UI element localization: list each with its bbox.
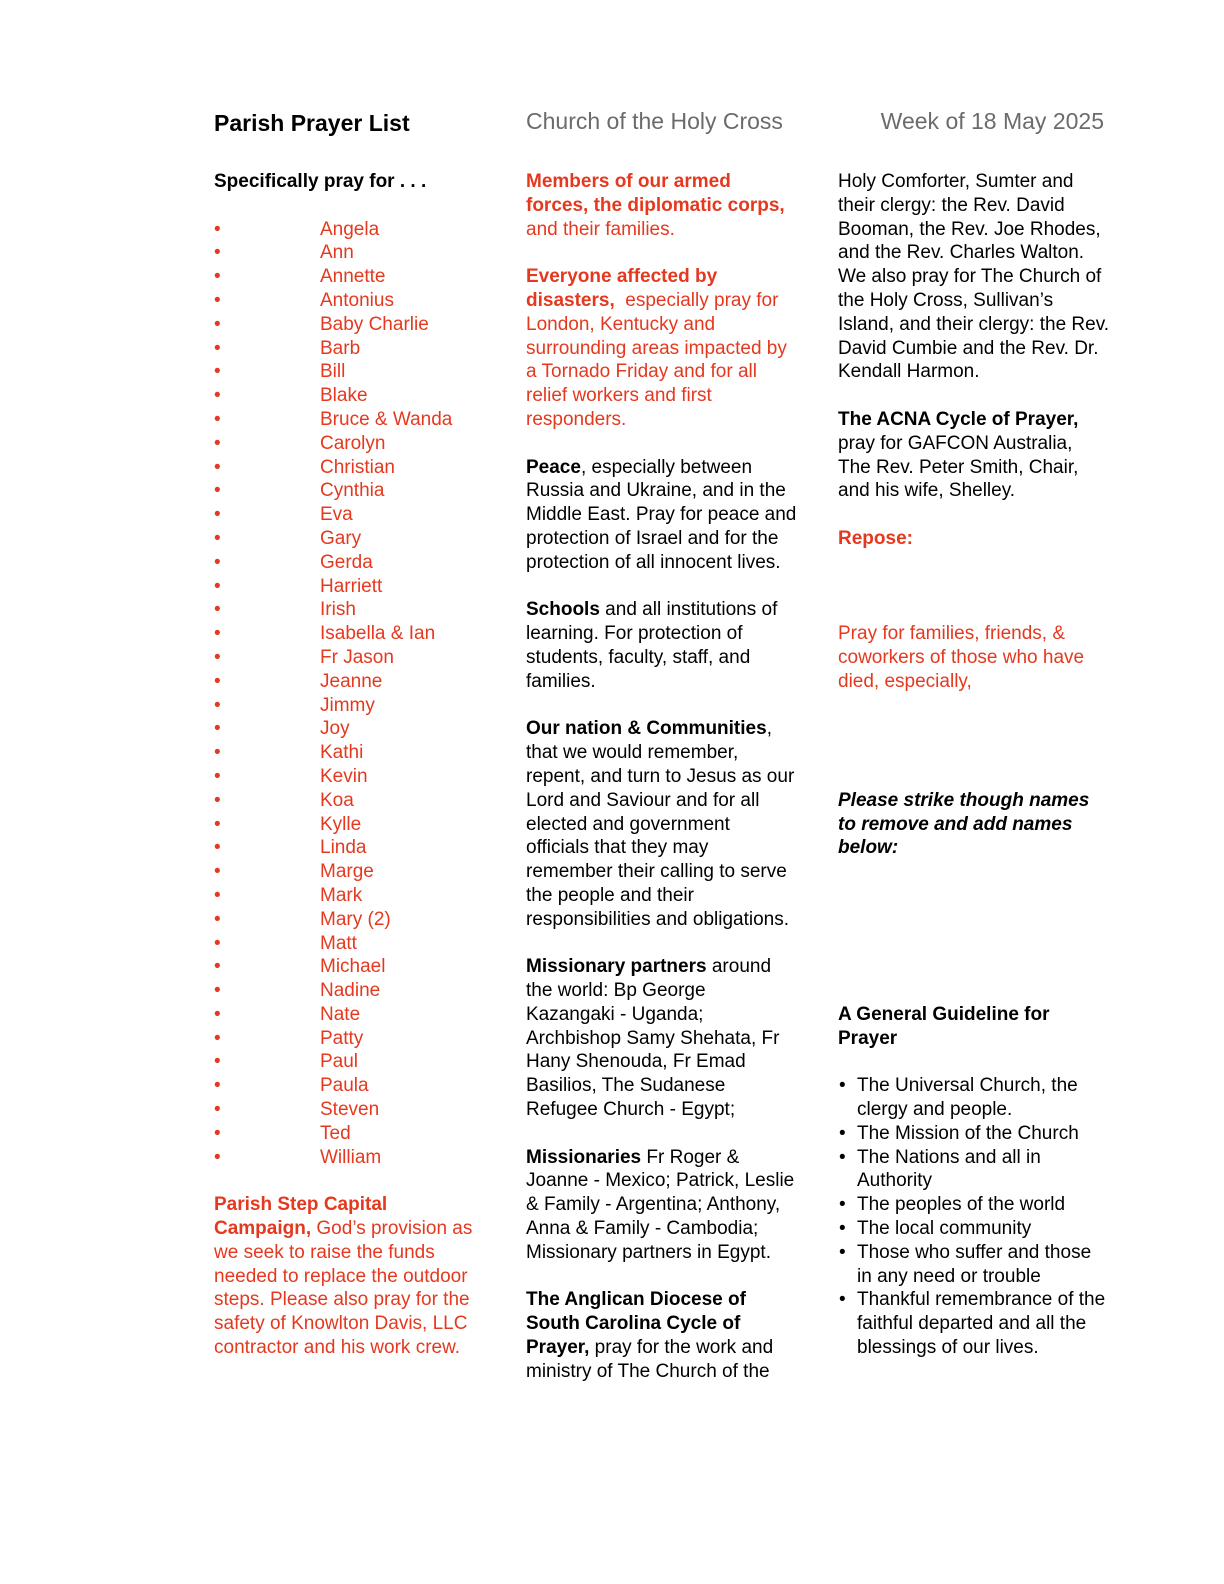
bullet-icon: • <box>214 1122 221 1144</box>
prayer-name: Baby Charlie <box>320 313 429 335</box>
prayer-name-item <box>214 241 489 265</box>
prayer-name: Matt <box>320 932 357 954</box>
bullet-icon: • <box>214 694 221 716</box>
bullet-icon: • <box>214 1099 221 1121</box>
prayer-name-item <box>214 813 489 837</box>
bullet-icon: • <box>214 218 221 240</box>
prayer-name: Fr Jason <box>320 646 394 668</box>
diocese-continued-paragraph: Holy Comforter, Sumter and their clergy: the Rev. David Booman, the Rev. Joe Rhodes, and the Rev. Charles Walton. We also pray for The Church of the Holy Cross, Sullivan’s Island, and their clergy: the Rev. David Cumbie and the Rev. Dr. Kendall Harmon. <box>838 171 1110 383</box>
guideline-list <box>838 1074 1110 1360</box>
prayer-name: Paula <box>320 1075 369 1097</box>
prayer-name: Steven <box>320 1099 380 1121</box>
bullet-icon: • <box>214 504 221 526</box>
guideline-item <box>838 1122 1110 1146</box>
prayer-name-item <box>214 1098 489 1122</box>
prayer-name-item <box>214 932 489 956</box>
capital-campaign-text: God’s provision as we seek to raise the funds needed to replace the outdoor steps. Please also pray for the safety of Knowlton Davis, LLC contractor and his work crew. <box>214 1218 473 1359</box>
prayer-name: Paul <box>320 1051 359 1073</box>
prayer-name: Patty <box>320 1027 364 1049</box>
bullet-icon: • <box>214 527 221 549</box>
guideline-heading: A General Guideline for Prayer <box>838 1003 1050 1049</box>
bullet-icon: • <box>214 575 221 597</box>
prayer-name-item <box>214 979 489 1003</box>
acna-paragraph <box>838 408 1110 503</box>
capital-campaign-heading: Parish Step Capital Campaign, <box>214 1194 388 1240</box>
bullet-icon: • <box>214 480 221 502</box>
prayer-name-item <box>214 551 489 575</box>
guideline-item <box>838 1217 1110 1241</box>
prayer-name: Harriett <box>320 575 383 597</box>
prayer-name-item <box>214 884 489 908</box>
prayer-name: Mark <box>320 884 363 906</box>
missionary-partners-paragraph <box>526 955 798 1122</box>
bullet-icon: • <box>214 385 221 407</box>
prayer-name-item <box>214 741 489 765</box>
bullet-icon: • <box>214 908 221 930</box>
bullet-icon: • <box>839 1122 846 1144</box>
prayer-name-item <box>214 1003 489 1027</box>
bullet-icon: • <box>214 242 221 264</box>
missionary-partners-text: around the world: Bp George Kazangaki - Uganda; Archbishop Samy Shehata, Fr Hany Shenouda, Fr Emad Basilios, The Sudanese Refugee Church - Egypt; <box>526 956 780 1121</box>
bullet-icon: • <box>214 361 221 383</box>
prayer-name: Ann <box>320 242 354 264</box>
prayer-name-item <box>214 456 489 480</box>
armed-forces-paragraph <box>526 170 798 241</box>
strike-instructions: Please strike though names to remove and add names below: <box>838 789 1090 859</box>
prayer-name: Cynthia <box>320 480 385 502</box>
prayer-name: Linda <box>320 837 367 859</box>
acna-text: pray for GAFCON Australia, The Rev. Peter Smith, Chair, and his wife, Shelley. <box>838 432 1079 502</box>
bullet-icon: • <box>214 1027 221 1049</box>
guideline-item <box>838 1146 1110 1194</box>
prayer-name-item <box>214 289 489 313</box>
prayer-name-item <box>214 789 489 813</box>
prayer-name: Marge <box>320 861 374 883</box>
bullet-icon: • <box>214 789 221 811</box>
bullet-icon: • <box>214 1051 221 1073</box>
guideline-item <box>838 1241 1110 1289</box>
prayer-name: Gerda <box>320 551 373 573</box>
bullet-icon: • <box>839 1146 846 1168</box>
prayer-name: Angela <box>320 218 380 240</box>
guideline-item <box>838 1193 1110 1217</box>
prayer-name: Nate <box>320 1003 361 1025</box>
prayer-name-item <box>214 622 489 646</box>
schools-text: and all institutions of learning. For protection of students, faculty, staff, and families. <box>526 599 778 692</box>
prayer-name: Barb <box>320 337 361 359</box>
diocese-text: pray for the work and ministry of The Church of the <box>526 1337 774 1382</box>
prayer-name: William <box>320 1146 382 1168</box>
prayer-name: Nadine <box>320 980 381 1002</box>
bullet-icon: • <box>214 765 221 787</box>
prayer-names-list <box>214 218 489 1170</box>
bullet-icon: • <box>214 313 221 335</box>
middle-column <box>526 170 798 1384</box>
missionaries-heading: Missionaries <box>526 1146 642 1168</box>
bullet-icon: • <box>214 289 221 311</box>
prayer-name-item <box>214 503 489 527</box>
prayer-name-item <box>214 527 489 551</box>
bullet-icon: • <box>214 266 221 288</box>
armed-forces-heading: Members of our armed forces, the diplomatic corps, <box>526 171 785 216</box>
prayer-name-item <box>214 337 489 361</box>
prayer-name-item <box>214 479 489 503</box>
prayer-name-item <box>214 836 489 860</box>
bullet-icon: • <box>214 861 221 883</box>
repose-heading: Repose: <box>838 527 913 549</box>
disasters-paragraph <box>526 265 798 432</box>
prayer-name: Koa <box>320 789 354 811</box>
specific-prayer-heading: Specifically pray for . . . <box>214 171 427 192</box>
prayer-name-item <box>214 1074 489 1098</box>
prayer-name: Kevin <box>320 765 368 787</box>
prayer-name-item <box>214 670 489 694</box>
guideline-text: The Universal Church, the clergy and people. <box>857 1075 1078 1121</box>
prayer-name: Mary (2) <box>320 908 391 930</box>
bullet-icon: • <box>214 837 221 859</box>
bullet-icon: • <box>214 1075 221 1097</box>
prayer-name-item <box>214 218 489 242</box>
bullet-icon: • <box>214 1003 221 1025</box>
acna-heading: The ACNA Cycle of Prayer, <box>838 408 1079 430</box>
prayer-name-item <box>214 646 489 670</box>
prayer-name: Blake <box>320 385 368 407</box>
missionaries-text: Fr Roger & Joanne - Mexico; Patrick, Leslie & Family - Argentina; Anthony, Anna & Family - Cambodia; Missionary partners in Egypt. <box>526 1146 800 1263</box>
bullet-icon: • <box>214 432 221 454</box>
bullet-icon: • <box>214 742 221 764</box>
prayer-name-item <box>214 717 489 741</box>
prayer-name: Michael <box>320 956 386 978</box>
bullet-icon: • <box>214 718 221 740</box>
prayer-name-item <box>214 1050 489 1074</box>
bullet-icon: • <box>214 980 221 1002</box>
prayer-name-item <box>214 1122 489 1146</box>
prayer-name: Kylle <box>320 813 362 835</box>
prayer-name: Irish <box>320 599 356 621</box>
prayer-name-item <box>214 598 489 622</box>
peace-text: , especially between Russia and Ukraine, and in the Middle East. Pray for peace and protection of Israel and for the protection of all innocent lives. <box>526 456 797 573</box>
prayer-name-item <box>214 1146 489 1170</box>
bullet-icon: • <box>214 551 221 573</box>
prayer-name: Bill <box>320 361 346 383</box>
church-name: Church of the Holy Cross <box>526 108 783 134</box>
guideline-item <box>838 1288 1110 1359</box>
guideline-text: Thankful remembrance of the faithful departed and all the blessings of our lives. <box>857 1289 1106 1359</box>
prayer-name-item <box>214 432 489 456</box>
prayer-name-item <box>214 360 489 384</box>
missionary-partners-heading: Missionary partners <box>526 956 707 978</box>
bullet-icon: • <box>214 1146 221 1168</box>
prayer-name-item <box>214 860 489 884</box>
prayer-name: Kathi <box>320 742 364 764</box>
bullet-icon: • <box>839 1241 846 1263</box>
prayer-name: Jimmy <box>320 694 375 716</box>
prayer-name: Annette <box>320 266 386 288</box>
bullet-icon: • <box>214 956 221 978</box>
guideline-text: The peoples of the world <box>857 1194 1066 1216</box>
right-column <box>838 170 1110 1360</box>
bullet-icon: • <box>214 646 221 668</box>
missionaries-paragraph <box>526 1146 798 1265</box>
prayer-name-item <box>214 955 489 979</box>
bullet-icon: • <box>214 813 221 835</box>
peace-paragraph <box>526 456 798 575</box>
prayer-name-item <box>214 384 489 408</box>
nation-text: , that we would remember, repent, and turn to Jesus as our Lord and Saviour and for all elected and government officials that they may remember their calling to serve the people and their responsibilities and obligations. <box>526 718 795 930</box>
prayer-name-item <box>214 313 489 337</box>
page-title: Parish Prayer List <box>214 110 410 136</box>
prayer-name: Isabella & Ian <box>320 623 436 645</box>
schools-paragraph <box>526 598 798 693</box>
bullet-icon: • <box>839 1289 846 1311</box>
prayer-name: Carolyn <box>320 432 386 454</box>
prayer-name: Jeanne <box>320 670 383 692</box>
prayer-name: Joy <box>320 718 350 740</box>
bullet-icon: • <box>214 932 221 954</box>
diocese-paragraph <box>526 1288 798 1383</box>
prayer-name: Eva <box>320 504 353 526</box>
prayer-name: Antonius <box>320 289 394 311</box>
nation-heading: Our nation & Communities <box>526 718 767 740</box>
prayer-name-item <box>214 575 489 599</box>
prayer-name: Ted <box>320 1122 351 1144</box>
prayer-name-item <box>214 908 489 932</box>
bullet-icon: • <box>214 456 221 478</box>
peace-heading: Peace <box>526 456 581 478</box>
left-column <box>214 170 489 1360</box>
guideline-item <box>838 1074 1110 1122</box>
bullet-icon: • <box>214 670 221 692</box>
bullet-icon: • <box>214 599 221 621</box>
bullet-icon: • <box>839 1075 846 1097</box>
bullet-icon: • <box>839 1194 846 1216</box>
bullet-icon: • <box>214 337 221 359</box>
diocese-heading: The Anglican Diocese of South Carolina Cycle of Prayer, <box>526 1289 746 1359</box>
families-paragraph: Pray for families, friends, & coworkers of those who have died, especially, <box>838 623 1085 692</box>
bullet-icon: • <box>214 408 221 430</box>
capital-campaign-paragraph <box>214 1193 489 1360</box>
guideline-text: The local community <box>857 1218 1032 1240</box>
guideline-text: The Mission of the Church <box>857 1122 1079 1144</box>
prayer-name-item <box>214 265 489 289</box>
bullet-icon: • <box>214 884 221 906</box>
prayer-name-item <box>214 1027 489 1051</box>
schools-heading: Schools <box>526 599 600 621</box>
prayer-name-item <box>214 694 489 718</box>
disasters-text: especially pray for London, Kentucky and surrounding areas impacted by a Tornado Friday and for all relief workers and first responders. <box>526 289 793 430</box>
nation-paragraph <box>526 717 798 931</box>
prayer-name: Bruce & Wanda <box>320 408 453 430</box>
bullet-icon: • <box>839 1218 846 1240</box>
prayer-name-item <box>214 765 489 789</box>
prayer-name: Gary <box>320 527 362 549</box>
armed-forces-text: and their families. <box>526 218 675 240</box>
prayer-name-item <box>214 408 489 432</box>
bullet-icon: • <box>214 623 221 645</box>
disasters-heading: Everyone affected by disasters, <box>526 266 718 311</box>
week-date: Week of 18 May 2025 <box>880 108 1104 134</box>
guideline-text: Those who suffer and those in any need or trouble <box>857 1241 1092 1287</box>
prayer-name: Christian <box>320 456 395 478</box>
guideline-text: The Nations and all in Authority <box>857 1146 1041 1192</box>
